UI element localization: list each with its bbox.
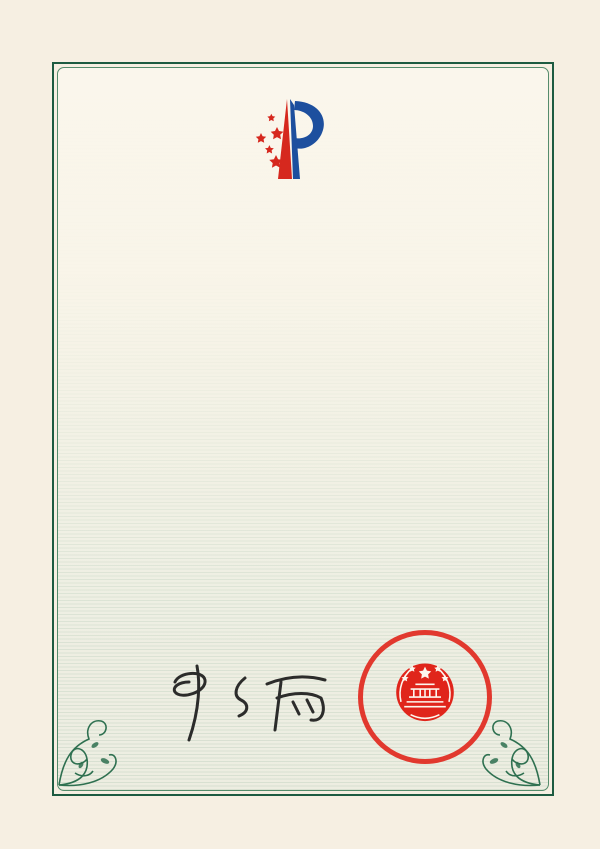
official-seal <box>358 630 492 764</box>
field-value <box>167 335 523 355</box>
qr-code <box>486 103 528 145</box>
field-label <box>85 335 167 355</box>
field-row-address <box>85 335 523 355</box>
logo-stars <box>256 114 284 168</box>
commissioner-signature <box>145 660 345 745</box>
national-emblem-icon <box>393 655 457 733</box>
barcode <box>82 637 302 654</box>
cnipa-logo-icon <box>249 95 329 183</box>
certificate-fields <box>85 250 523 375</box>
